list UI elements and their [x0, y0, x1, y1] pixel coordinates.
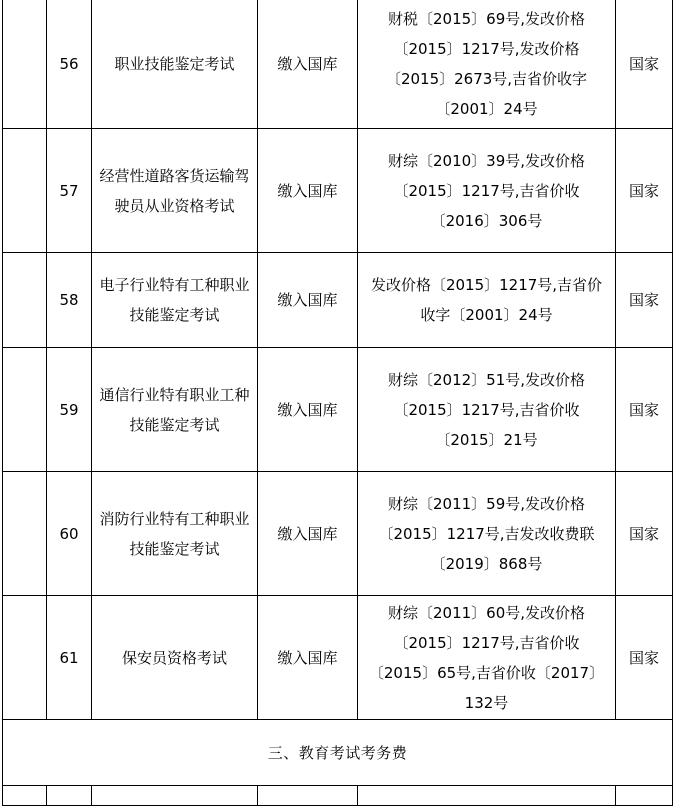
policy-basis: 财综〔2011〕59号,发改价格〔2015〕1217号,吉发改收费联〔2019〕868号	[358, 472, 616, 596]
blank-cell	[3, 596, 47, 720]
disposal-method: 缴入国库	[258, 472, 358, 596]
row-number: 57	[47, 129, 92, 253]
blank-cell	[3, 253, 47, 348]
approval-level: 国家	[616, 129, 673, 253]
fee-table	[2, 0, 673, 806]
disposal-method: 缴入国库	[258, 129, 358, 253]
section-heading-row	[3, 720, 673, 786]
blank-cell	[3, 129, 47, 253]
approval-level: 国家	[616, 253, 673, 348]
blank-cell	[3, 348, 47, 472]
exam-name: 经营性道路客货运输驾驶员从业资格考试	[92, 129, 258, 253]
table-row	[3, 253, 673, 348]
row-number: 61	[47, 596, 92, 720]
table-row	[3, 129, 673, 253]
approval-level: 国家	[616, 348, 673, 472]
disposal-method: 缴入国库	[258, 348, 358, 472]
exam-name: 电子行业特有工种职业技能鉴定考试	[92, 253, 258, 348]
exam-name: 保安员资格考试	[92, 596, 258, 720]
table-row	[3, 0, 673, 129]
exam-name: 通信行业特有职业工种技能鉴定考试	[92, 348, 258, 472]
policy-basis: 财综〔2010〕39号,发改价格〔2015〕1217号,吉省价收〔2016〕306号	[358, 129, 616, 253]
disposal-method: 缴入国库	[258, 0, 358, 129]
approval-level: 国家	[616, 0, 673, 129]
table-row	[3, 596, 673, 720]
table-row	[3, 348, 673, 472]
row-number: 56	[47, 0, 92, 129]
exam-name: 消防行业特有工种职业技能鉴定考试	[92, 472, 258, 596]
policy-basis: 发改价格〔2015〕1217号,吉省价收字〔2001〕24号	[358, 253, 616, 348]
disposal-method: 缴入国库	[258, 253, 358, 348]
section-heading: 三、教育考试考务费	[3, 720, 673, 786]
policy-basis: 财综〔2012〕51号,发改价格〔2015〕1217号,吉省价收〔2015〕21号	[358, 348, 616, 472]
blank-cell	[3, 0, 47, 129]
approval-level: 国家	[616, 596, 673, 720]
policy-basis: 财综〔2011〕60号,发改价格〔2015〕1217号,吉省价收〔2015〕65号,吉省价收〔2017〕132号	[358, 596, 616, 720]
disposal-method: 缴入国库	[258, 596, 358, 720]
approval-level: 国家	[616, 472, 673, 596]
row-number: 58	[47, 253, 92, 348]
table-row	[3, 472, 673, 596]
policy-basis: 财税〔2015〕69号,发改价格〔2015〕1217号,发改价格〔2015〕2673号,吉省价收字〔2001〕24号	[358, 0, 616, 129]
row-number: 60	[47, 472, 92, 596]
row-number: 59	[47, 348, 92, 472]
blank-cell	[3, 472, 47, 596]
exam-name: 职业技能鉴定考试	[92, 0, 258, 129]
